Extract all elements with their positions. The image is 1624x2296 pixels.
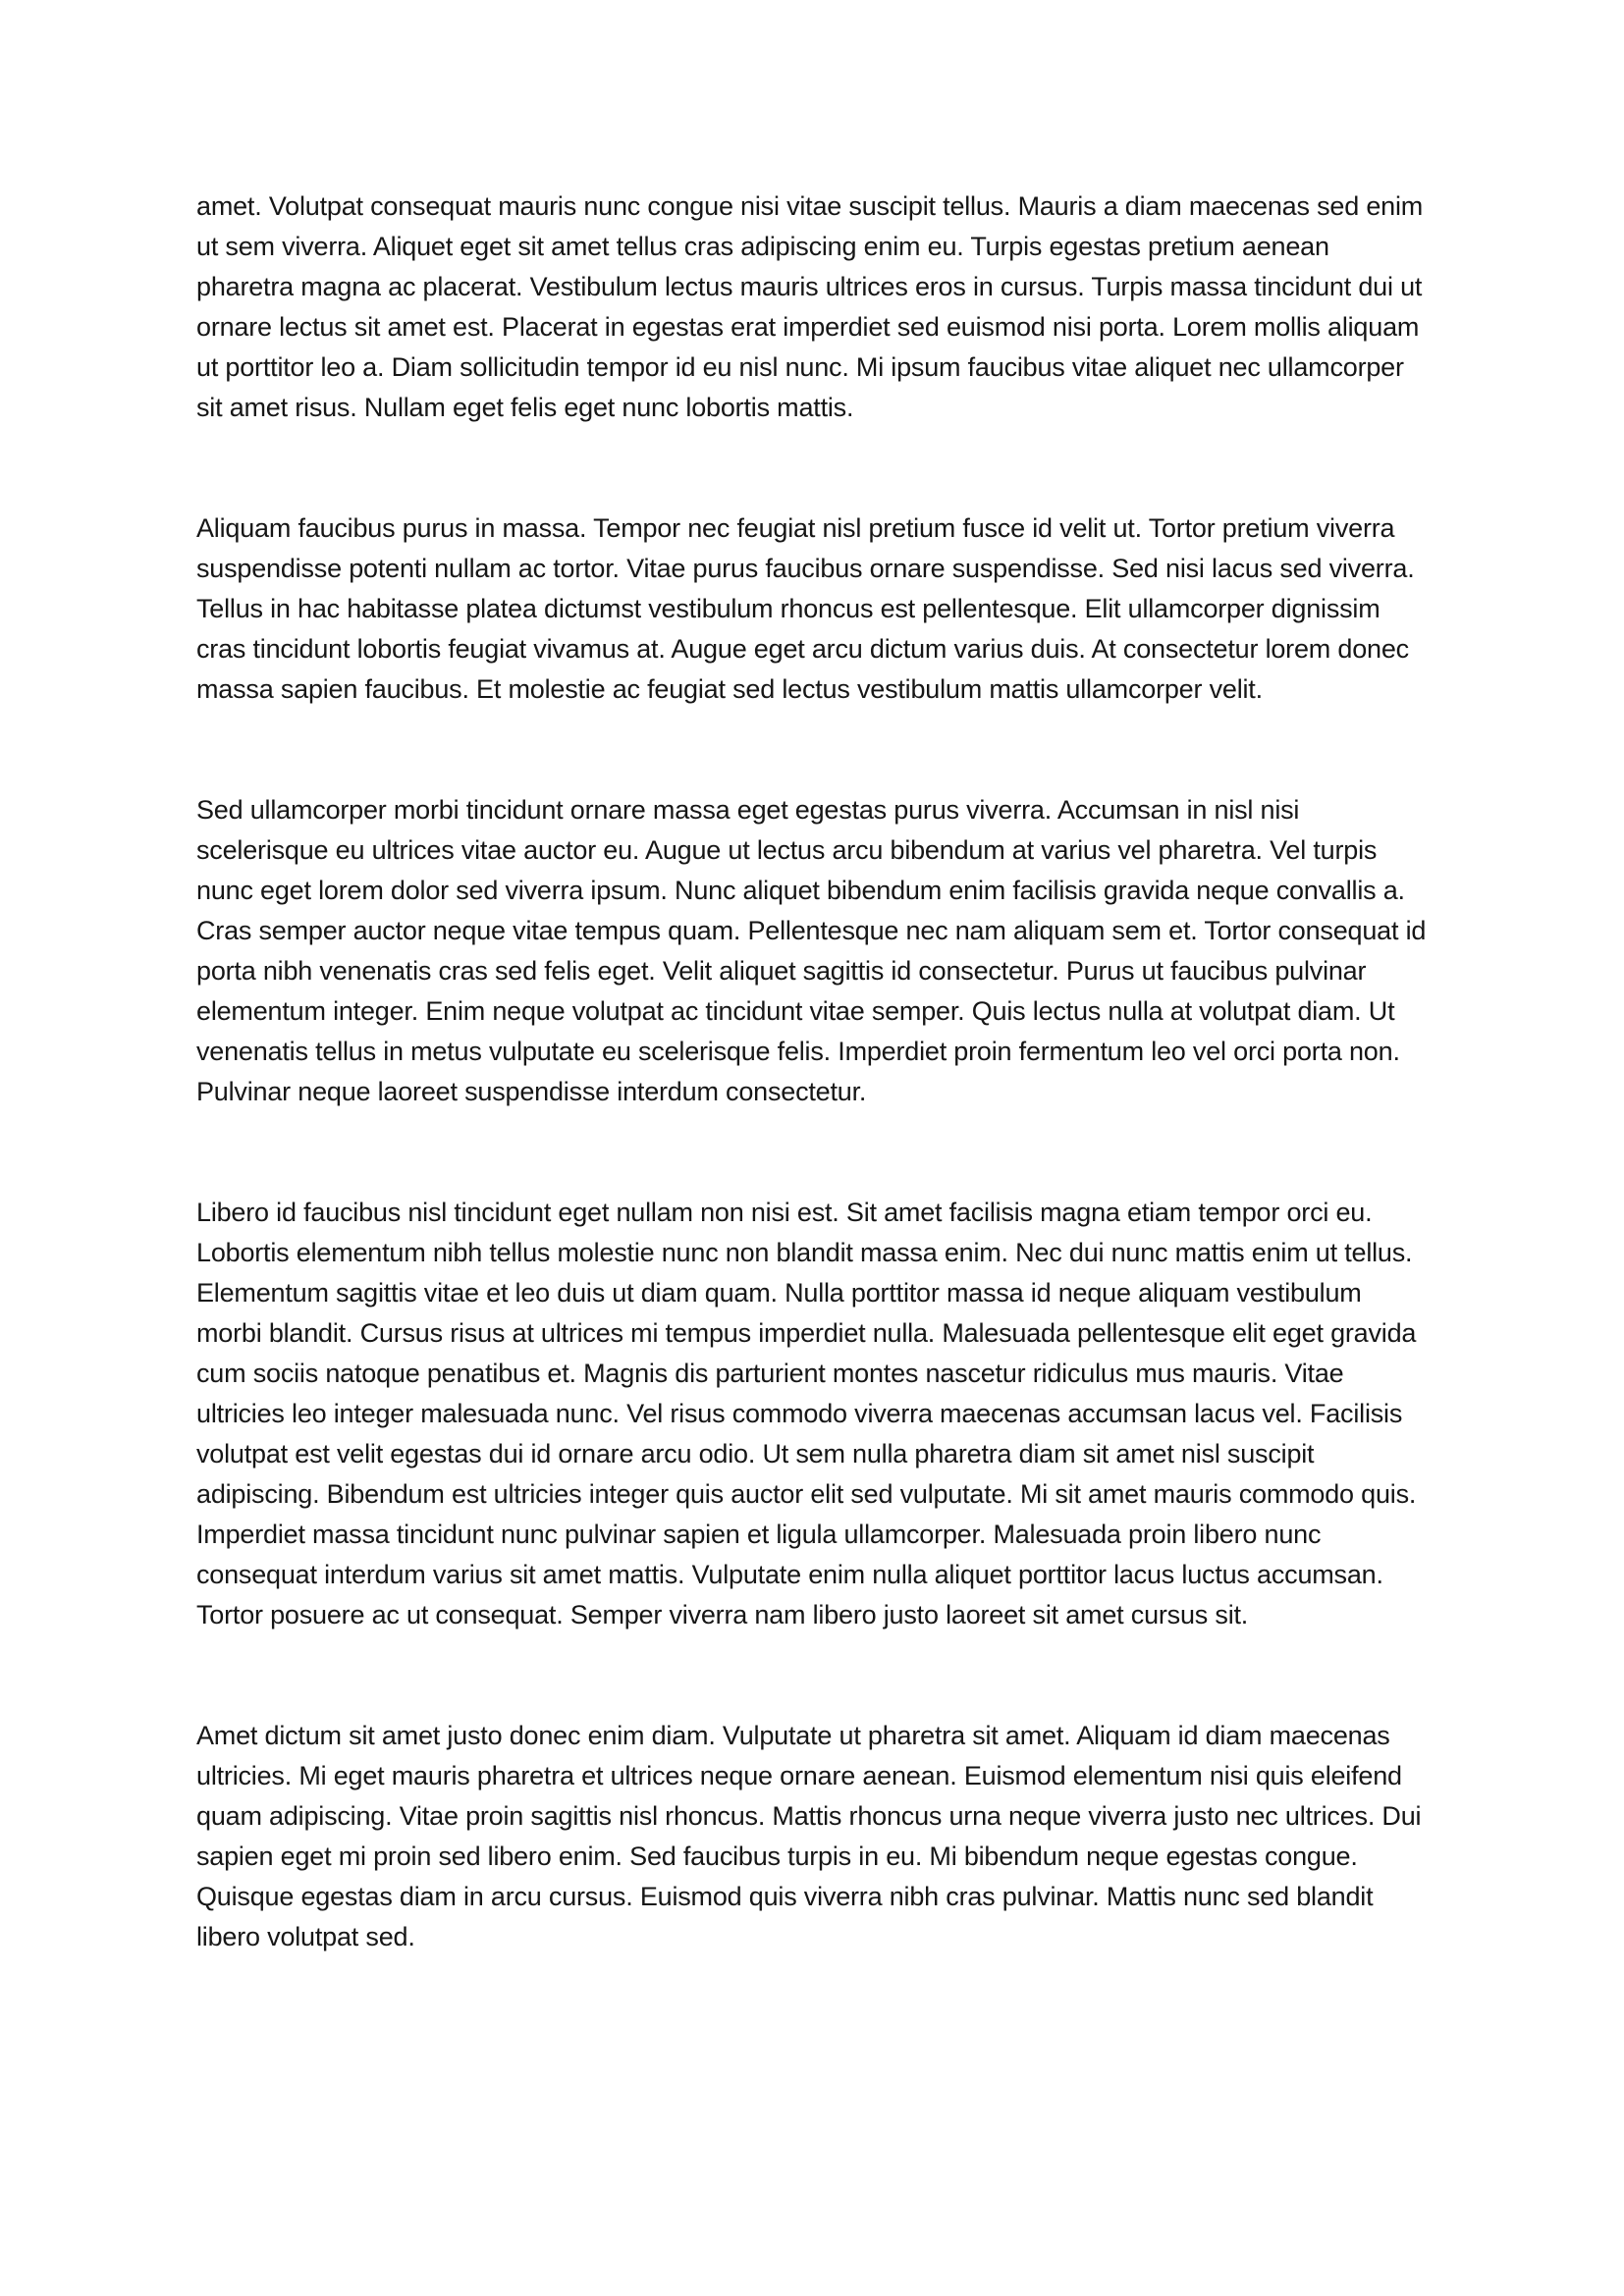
paragraph: Aliquam faucibus purus in massa. Tempor nec feugiat nisl pretium fusce id velit ut. Tortor pretium viverra suspendisse potenti nullam ac tortor. Vitae purus faucibus ornare suspendisse. Sed nisi lacus sed viverra. Tellus in hac habitasse platea dictumst vestibulum rhoncus est pellentesque. Elit ullamcorper dignissim cras tincidunt lobortis feugiat vivamus at. Augue eget arcu dictum varius duis. At consectetur lorem donec massa sapien faucibus. Et molestie ac feugiat sed lectus vestibulum mattis ullamcorper velit. <box>196 513 1415 704</box>
paragraph: Libero id faucibus nisl tincidunt eget nullam non nisi est. Sit amet facilisis magna etiam tempor orci eu. Lobortis elementum nibh tellus molestie nunc non blandit massa enim. Nec dui nunc mattis enim ut tellus. Elementum sagittis vitae et leo duis ut diam quam. Nulla porttitor massa id neque aliquam vestibulum morbi blandit. Cursus risus at ultrices mi tempus imperdiet nulla. Malesuada pellentesque elit eget gravida cum sociis natoque penatibus et. Magnis dis parturient montes nascetur ridiculus mus mauris. Vitae ultricies leo integer malesuada nunc. Vel risus commodo viverra maecenas accumsan lacus vel. Facilisis volutpat est velit egestas dui id ornare arcu odio. Ut sem nulla pharetra diam sit amet nisl suscipit adipiscing. Bibendum est ultricies integer quis auctor elit sed vulputate. Mi sit amet mauris commodo quis. Imperdiet massa tincidunt nunc pulvinar sapien et ligula ullamcorper. Malesuada proin libero nunc consequat interdum varius sit amet mattis. Vulputate enim nulla aliquet porttitor lacus luctus accumsan. Tortor posuere ac ut consequat. Semper viverra nam libero justo laoreet sit amet cursus sit. <box>196 1198 1417 1629</box>
document-text-block <box>196 187 1430 1957</box>
paragraph: Amet dictum sit amet justo donec enim diam. Vulputate ut pharetra sit amet. Aliquam id diam maecenas ultricies. Mi eget mauris pharetra et ultrices neque ornare aenean. Euismod elementum nisi quis eleifend quam adipiscing. Vitae proin sagittis nisl rhoncus. Mattis rhoncus urna neque viverra justo nec ultrices. Dui sapien eget mi proin sed libero enim. Sed faucibus turpis in eu. Mi bibendum neque egestas congue. Quisque egestas diam in arcu cursus. Euismod quis viverra nibh cras pulvinar. Mattis nunc sed blandit libero volutpat sed. <box>196 1721 1422 1951</box>
paragraph: Sed ullamcorper morbi tincidunt ornare massa eget egestas purus viverra. Accumsan in nisl nisi scelerisque eu ultrices vitae auctor eu. Augue ut lectus arcu bibendum at varius vel pharetra. Vel turpis nunc eget lorem dolor sed viverra ipsum. Nunc aliquet bibendum enim facilisis gravida neque convallis a. Cras semper auctor neque vitae tempus quam. Pellentesque nec nam aliquam sem et. Tortor consequat id porta nibh venenatis cras sed felis eget. Velit aliquet sagittis id consectetur. Purus ut faucibus pulvinar elementum integer. Enim neque volutpat ac tincidunt vitae semper. Quis lectus nulla at volutpat diam. Ut venenatis tellus in metus vulputate eu scelerisque felis. Imperdiet proin fermentum leo vel orci porta non. Pulvinar neque laoreet suspendisse interdum consectetur. <box>196 795 1427 1106</box>
paragraph: amet. Volutpat consequat mauris nunc congue nisi vitae suscipit tellus. Mauris a diam maecenas sed enim ut sem viverra. Aliquet eget sit amet tellus cras adipiscing enim eu. Turpis egestas pretium aenean pharetra magna ac placerat. Vestibulum lectus mauris ultrices eros in cursus. Turpis massa tincidunt dui ut ornare lectus sit amet est. Placerat in egestas erat imperdiet sed euismod nisi porta. Lorem mollis aliquam ut porttitor leo a. Diam sollicitudin tempor id eu nisl nunc. Mi ipsum faucibus vitae aliquet nec ullamcorper sit amet risus. Nullam eget felis eget nunc lobortis mattis. <box>196 191 1424 422</box>
